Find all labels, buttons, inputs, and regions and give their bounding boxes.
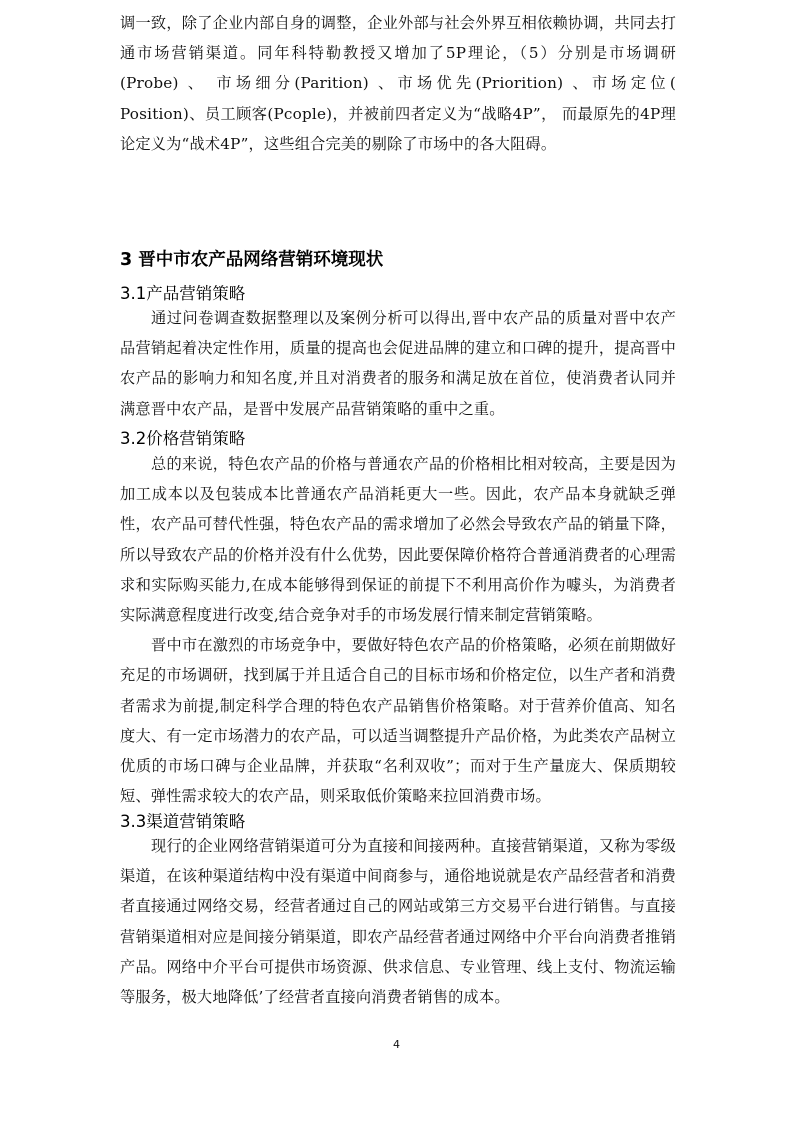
section-3-2-heading: 3.2价格营销策略 <box>120 429 246 448</box>
section-3-1-heading: 3.1产品营销策略 <box>120 284 246 303</box>
section-3-2-body <box>120 449 676 811</box>
intro-paragraph: 调一致，除了企业内部自身的调整，企业外部与社会外界互相依赖协调，共同去打通市场营销渠道。同年科特勒教授又增加了5P理论，（5）分别是市场调研(Probe) 、 市场细分(Parition) 、市场优先(Priorition) 、市场定位( Position)、员工顾客(Pcople)，并被前四者定义为“战略4P”， 而最原先的4P理论定义为“战术4P”，这些组合完美的剔除了市场中的各大阻碍。 <box>120 14 676 153</box>
section-3-1-body <box>120 303 676 424</box>
section-3-2-paragraph-1: 总的来说，特色农产品的价格与普通农产品的价格相比相对较高，主要是因为加工成本以及包装成本比普通农产品消耗更大一些。因此，农产品本身就缺乏弹性，农产品可替代性强，特色农产品的需求增加了必然会导致农产品的销量下降，所以导致农产品的价格并没有什么优势，因此要保障价格符合普通消费者的心理需求和实际购买能力,在成本能够得到保证的前提下不利用高价作为噱头，为消费者实际满意程度进行改变,结合竞争对手的市场发展行情来制定营销策略。 <box>120 455 676 625</box>
section-3-3-body <box>120 831 676 1012</box>
section-3-1-paragraph: 通过问卷调查数据整理以及案例分析可以得出,晋中农产品的质量对晋中农产品营销起着决定性作用，质量的提高也会促进品牌的建立和口碑的提升，提高晋中农产品的影响力和知名度,并且对消费者的服务和满足放在首位，使消费者认同并满意晋中农产品，是晋中发展产品营销策略的重中之重。 <box>120 309 676 418</box>
section-3-3-heading: 3.3渠道营销策略 <box>120 812 246 831</box>
page-number: 4 <box>393 1038 400 1051</box>
intro-paragraph-block <box>120 8 676 159</box>
section-3-3-paragraph: 现行的企业网络营销渠道可分为直接和间接两种。直接营销渠道，又称为零级渠道，在该种渠道结构中没有渠道中间商参与，通俗地说就是农产品经营者和消费者直接通过网络交易，经营者通过自己的网站或第三方交易平台进行销售。与直接营销渠道相对应是间接分销渠道，即农产品经营者通过网络中介平台向消费者推销产品。网络中介平台可提供市场资源、供求信息、专业管理、线上支付、物流运输等服务，极大地降低’了经营者直接向消费者销售的成本。 <box>120 837 676 1007</box>
section-3-2-paragraph-2: 晋中市在激烈的市场竞争中，要做好特色农产品的价格策略，必须在前期做好充足的市场调研，找到属于并且适合自己的目标市场和价格定位，以生产者和消费者需求为前提,制定科学合理的特色农产品销售价格策略。对于营养价值高、知名度大、有一定市场潜力的农产品，可以适当调整提升产品价格，为此类农产品树立优质的市场口碑与企业品牌，并获取“名利双收”；而对于生产量庞大、保质期较短、弹性需求较大的农产品，则采取低价策略来拉回消费市场。 <box>120 636 676 806</box>
section-3-heading: 3 晋中市农产品网络营销环境现状 <box>120 250 384 270</box>
